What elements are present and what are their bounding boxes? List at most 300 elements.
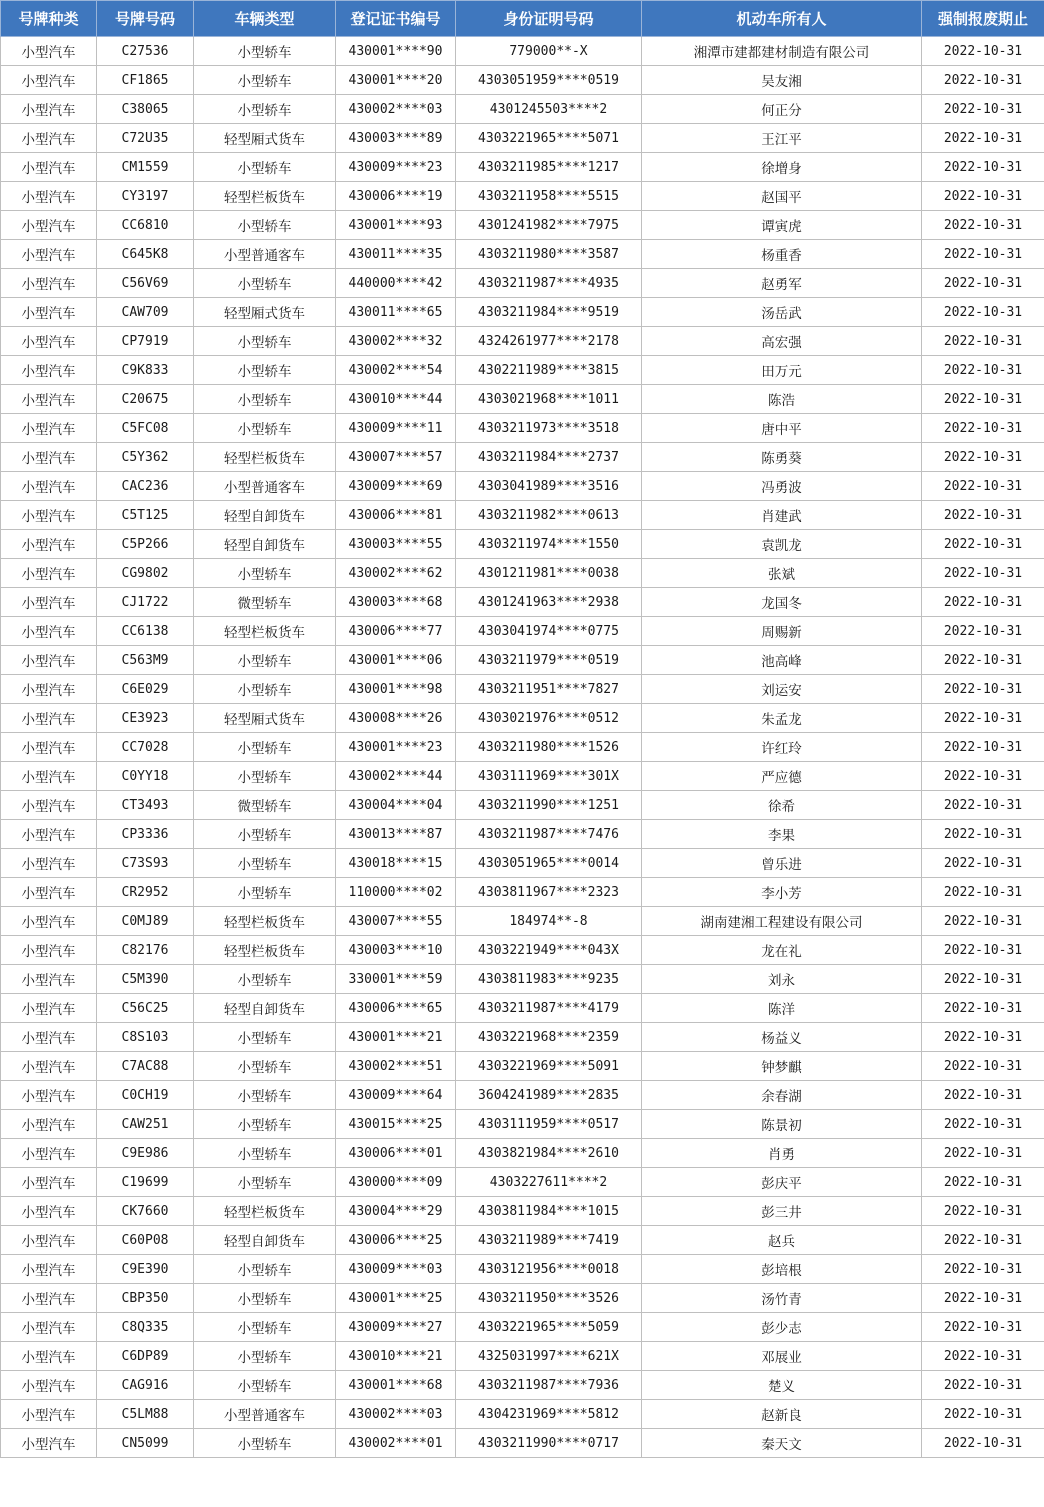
- id-number-cell: 4303211987****7936: [456, 1371, 642, 1400]
- registration-number-cell: 110000****02: [336, 878, 456, 907]
- scrap-deadline-cell: 2022-10-31: [922, 994, 1044, 1023]
- registration-number-cell: 430006****81: [336, 501, 456, 530]
- header-registration-number: 登记证书编号: [336, 1, 456, 37]
- plate-type-cell: 小型汽车: [1, 124, 97, 153]
- plate-type-cell: 小型汽车: [1, 1052, 97, 1081]
- registration-number-cell: 430004****29: [336, 1197, 456, 1226]
- owner-cell: 严应德: [642, 762, 922, 791]
- id-number-cell: 4303211951****7827: [456, 675, 642, 704]
- table-row: [1, 1023, 1044, 1052]
- registration-number-cell: 430003****55: [336, 530, 456, 559]
- plate-type-cell: 小型汽车: [1, 153, 97, 182]
- plate-type-cell: 小型汽车: [1, 1197, 97, 1226]
- vehicle-type-cell: 小型轿车: [194, 37, 336, 66]
- id-number-cell: 4303211982****0613: [456, 501, 642, 530]
- scrap-deadline-cell: 2022-10-31: [922, 704, 1044, 733]
- scrap-deadline-cell: 2022-10-31: [922, 1429, 1044, 1458]
- id-number-cell: 4303811967****2323: [456, 878, 642, 907]
- scrap-deadline-cell: 2022-10-31: [922, 414, 1044, 443]
- id-number-cell: 4303211979****0519: [456, 646, 642, 675]
- plate-number-cell: C6DP89: [97, 1342, 194, 1371]
- table-row: [1, 1139, 1044, 1168]
- owner-cell: 朱孟龙: [642, 704, 922, 733]
- vehicle-type-cell: 小型轿车: [194, 1429, 336, 1458]
- vehicle-type-cell: 轻型自卸货车: [194, 1226, 336, 1255]
- table-row: [1, 298, 1044, 327]
- registration-number-cell: 430009****11: [336, 414, 456, 443]
- scrap-deadline-cell: 2022-10-31: [922, 530, 1044, 559]
- id-number-cell: 4303211990****0717: [456, 1429, 642, 1458]
- table-row: [1, 37, 1044, 66]
- vehicle-type-cell: 小型轿车: [194, 733, 336, 762]
- plate-type-cell: 小型汽车: [1, 95, 97, 124]
- plate-number-cell: C5M390: [97, 965, 194, 994]
- vehicle-type-cell: 小型普通客车: [194, 240, 336, 269]
- scrap-deadline-cell: 2022-10-31: [922, 1400, 1044, 1429]
- plate-number-cell: CP3336: [97, 820, 194, 849]
- registration-number-cell: 430011****35: [336, 240, 456, 269]
- id-number-cell: 4303221969****5091: [456, 1052, 642, 1081]
- table-row: [1, 762, 1044, 791]
- scrap-deadline-cell: 2022-10-31: [922, 733, 1044, 762]
- table-row: [1, 182, 1044, 211]
- owner-cell: 池高峰: [642, 646, 922, 675]
- scrap-deadline-cell: 2022-10-31: [922, 559, 1044, 588]
- scrap-deadline-cell: 2022-10-31: [922, 1168, 1044, 1197]
- plate-type-cell: 小型汽车: [1, 385, 97, 414]
- vehicle-type-cell: 轻型栏板货车: [194, 907, 336, 936]
- plate-type-cell: 小型汽车: [1, 733, 97, 762]
- scrap-deadline-cell: 2022-10-31: [922, 37, 1044, 66]
- table-row: [1, 356, 1044, 385]
- table-row: [1, 1255, 1044, 1284]
- table-row: [1, 1081, 1044, 1110]
- owner-cell: 赵兵: [642, 1226, 922, 1255]
- plate-type-cell: 小型汽车: [1, 878, 97, 907]
- plate-number-cell: CN5099: [97, 1429, 194, 1458]
- plate-type-cell: 小型汽车: [1, 762, 97, 791]
- scrap-deadline-cell: 2022-10-31: [922, 501, 1044, 530]
- id-number-cell: 4303221965****5071: [456, 124, 642, 153]
- vehicle-type-cell: 小型轿车: [194, 1081, 336, 1110]
- id-number-cell: 4303211985****1217: [456, 153, 642, 182]
- vehicle-type-cell: 小型轿车: [194, 559, 336, 588]
- scrap-deadline-cell: 2022-10-31: [922, 965, 1044, 994]
- table-row: [1, 1284, 1044, 1313]
- vehicle-type-cell: 轻型栏板货车: [194, 617, 336, 646]
- registration-number-cell: 430006****65: [336, 994, 456, 1023]
- owner-cell: 赵新良: [642, 1400, 922, 1429]
- vehicle-type-cell: 小型轿车: [194, 1023, 336, 1052]
- scrap-deadline-cell: 2022-10-31: [922, 472, 1044, 501]
- id-number-cell: 4301241982****7975: [456, 211, 642, 240]
- owner-cell: 邓展业: [642, 1342, 922, 1371]
- vehicle-type-cell: 小型轿车: [194, 1342, 336, 1371]
- vehicle-type-cell: 小型轿车: [194, 1139, 336, 1168]
- id-number-cell: 4303227611****2: [456, 1168, 642, 1197]
- table-row: [1, 617, 1044, 646]
- plate-number-cell: CM1559: [97, 153, 194, 182]
- plate-type-cell: 小型汽车: [1, 617, 97, 646]
- owner-cell: 湖南建湘工程建设有限公司: [642, 907, 922, 936]
- registration-number-cell: 430002****32: [336, 327, 456, 356]
- id-number-cell: 4303021976****0512: [456, 704, 642, 733]
- id-number-cell: 4303211974****1550: [456, 530, 642, 559]
- owner-cell: 汤岳武: [642, 298, 922, 327]
- scrap-deadline-cell: 2022-10-31: [922, 124, 1044, 153]
- scrap-deadline-cell: 2022-10-31: [922, 820, 1044, 849]
- id-number-cell: 4302211989****3815: [456, 356, 642, 385]
- plate-type-cell: 小型汽车: [1, 66, 97, 95]
- registration-number-cell: 430002****44: [336, 762, 456, 791]
- plate-number-cell: C0MJ89: [97, 907, 194, 936]
- vehicle-type-cell: 轻型厢式货车: [194, 298, 336, 327]
- plate-type-cell: 小型汽车: [1, 501, 97, 530]
- scrap-deadline-cell: 2022-10-31: [922, 1081, 1044, 1110]
- plate-type-cell: 小型汽车: [1, 1139, 97, 1168]
- table-row: [1, 733, 1044, 762]
- scrap-deadline-cell: 2022-10-31: [922, 1110, 1044, 1139]
- registration-number-cell: 430006****77: [336, 617, 456, 646]
- plate-type-cell: 小型汽车: [1, 443, 97, 472]
- owner-cell: 彭三井: [642, 1197, 922, 1226]
- owner-cell: 高宏强: [642, 327, 922, 356]
- table-row: [1, 95, 1044, 124]
- registration-number-cell: 430002****03: [336, 95, 456, 124]
- table-row: [1, 791, 1044, 820]
- table-row: [1, 1226, 1044, 1255]
- registration-number-cell: 430001****21: [336, 1023, 456, 1052]
- scrap-deadline-cell: 2022-10-31: [922, 66, 1044, 95]
- scrap-deadline-cell: 2022-10-31: [922, 1139, 1044, 1168]
- owner-cell: 陈景初: [642, 1110, 922, 1139]
- registration-number-cell: 430001****25: [336, 1284, 456, 1313]
- scrap-deadline-cell: 2022-10-31: [922, 1197, 1044, 1226]
- scrap-deadline-cell: 2022-10-31: [922, 95, 1044, 124]
- header-plate-number: 号牌号码: [97, 1, 194, 37]
- plate-number-cell: C60P08: [97, 1226, 194, 1255]
- vehicle-type-cell: 小型轿车: [194, 327, 336, 356]
- plate-number-cell: CF1865: [97, 66, 194, 95]
- scrap-deadline-cell: 2022-10-31: [922, 849, 1044, 878]
- plate-number-cell: C27536: [97, 37, 194, 66]
- vehicle-type-cell: 小型轿车: [194, 269, 336, 298]
- table-row: [1, 1400, 1044, 1429]
- vehicle-type-cell: 小型轿车: [194, 1255, 336, 1284]
- vehicle-type-cell: 小型轿车: [194, 1110, 336, 1139]
- scrap-deadline-cell: 2022-10-31: [922, 211, 1044, 240]
- scrap-deadline-cell: 2022-10-31: [922, 298, 1044, 327]
- table-row: [1, 646, 1044, 675]
- id-number-cell: 4303211950****3526: [456, 1284, 642, 1313]
- table-row: [1, 472, 1044, 501]
- id-number-cell: 4303221949****043X: [456, 936, 642, 965]
- plate-number-cell: CAG916: [97, 1371, 194, 1400]
- table-row: [1, 820, 1044, 849]
- id-number-cell: 4304231969****5812: [456, 1400, 642, 1429]
- table-row: [1, 530, 1044, 559]
- id-number-cell: 4301241963****2938: [456, 588, 642, 617]
- plate-number-cell: CC6138: [97, 617, 194, 646]
- owner-cell: 徐增身: [642, 153, 922, 182]
- plate-type-cell: 小型汽车: [1, 704, 97, 733]
- scrap-deadline-cell: 2022-10-31: [922, 762, 1044, 791]
- plate-type-cell: 小型汽车: [1, 1429, 97, 1458]
- owner-cell: 王江平: [642, 124, 922, 153]
- vehicle-type-cell: 小型轿车: [194, 820, 336, 849]
- id-number-cell: 4303211987****4179: [456, 994, 642, 1023]
- owner-cell: 陈浩: [642, 385, 922, 414]
- plate-type-cell: 小型汽车: [1, 791, 97, 820]
- owner-cell: 余春湖: [642, 1081, 922, 1110]
- table-row: [1, 1342, 1044, 1371]
- plate-type-cell: 小型汽车: [1, 298, 97, 327]
- table-row: [1, 211, 1044, 240]
- vehicle-type-cell: 微型轿车: [194, 588, 336, 617]
- vehicle-type-cell: 小型轿车: [194, 1052, 336, 1081]
- vehicle-type-cell: 轻型厢式货车: [194, 124, 336, 153]
- owner-cell: 赵国平: [642, 182, 922, 211]
- owner-cell: 彭庆平: [642, 1168, 922, 1197]
- header-plate-type: 号牌种类: [1, 1, 97, 37]
- scrap-deadline-cell: 2022-10-31: [922, 443, 1044, 472]
- plate-number-cell: C6E029: [97, 675, 194, 704]
- id-number-cell: 4303211987****7476: [456, 820, 642, 849]
- plate-type-cell: 小型汽车: [1, 211, 97, 240]
- owner-cell: 刘运安: [642, 675, 922, 704]
- plate-number-cell: CAC236: [97, 472, 194, 501]
- table-row: [1, 1052, 1044, 1081]
- header-vehicle-type: 车辆类型: [194, 1, 336, 37]
- id-number-cell: 3604241989****2835: [456, 1081, 642, 1110]
- id-number-cell: 4303211990****1251: [456, 791, 642, 820]
- owner-cell: 龙在礼: [642, 936, 922, 965]
- vehicle-type-cell: 小型轿车: [194, 878, 336, 907]
- owner-cell: 陈勇葵: [642, 443, 922, 472]
- plate-number-cell: CAW251: [97, 1110, 194, 1139]
- table-row: [1, 153, 1044, 182]
- owner-cell: 赵勇军: [642, 269, 922, 298]
- vehicle-type-cell: 小型轿车: [194, 66, 336, 95]
- owner-cell: 吴友湘: [642, 66, 922, 95]
- plate-number-cell: CG9802: [97, 559, 194, 588]
- scrap-deadline-cell: 2022-10-31: [922, 1023, 1044, 1052]
- registration-number-cell: 430018****15: [336, 849, 456, 878]
- owner-cell: 张斌: [642, 559, 922, 588]
- registration-number-cell: 430010****44: [336, 385, 456, 414]
- scrap-deadline-cell: 2022-10-31: [922, 1052, 1044, 1081]
- registration-number-cell: 430003****10: [336, 936, 456, 965]
- plate-type-cell: 小型汽车: [1, 269, 97, 298]
- scrap-deadline-cell: 2022-10-31: [922, 385, 1044, 414]
- table-row: [1, 588, 1044, 617]
- owner-cell: 秦天文: [642, 1429, 922, 1458]
- owner-cell: 肖建武: [642, 501, 922, 530]
- registration-number-cell: 430001****06: [336, 646, 456, 675]
- owner-cell: 杨益义: [642, 1023, 922, 1052]
- vehicle-type-cell: 小型轿车: [194, 762, 336, 791]
- plate-number-cell: C645K8: [97, 240, 194, 269]
- plate-number-cell: CC6810: [97, 211, 194, 240]
- registration-number-cell: 430009****03: [336, 1255, 456, 1284]
- table-row: [1, 124, 1044, 153]
- vehicle-type-cell: 轻型栏板货车: [194, 182, 336, 211]
- header-row: [1, 1, 1044, 37]
- table-row: [1, 1168, 1044, 1197]
- scrap-deadline-cell: 2022-10-31: [922, 1313, 1044, 1342]
- plate-number-cell: C5P266: [97, 530, 194, 559]
- scrap-deadline-cell: 2022-10-31: [922, 791, 1044, 820]
- id-number-cell: 4303041989****3516: [456, 472, 642, 501]
- plate-type-cell: 小型汽车: [1, 1255, 97, 1284]
- owner-cell: 李果: [642, 820, 922, 849]
- id-number-cell: 4303211980****3587: [456, 240, 642, 269]
- plate-type-cell: 小型汽车: [1, 530, 97, 559]
- plate-number-cell: CY3197: [97, 182, 194, 211]
- plate-number-cell: CJ1722: [97, 588, 194, 617]
- id-number-cell: 4303211980****1526: [456, 733, 642, 762]
- plate-number-cell: C0YY18: [97, 762, 194, 791]
- id-number-cell: 4303111959****0517: [456, 1110, 642, 1139]
- registration-number-cell: 430009****27: [336, 1313, 456, 1342]
- plate-number-cell: C73S93: [97, 849, 194, 878]
- owner-cell: 湘潭市建都建材制造有限公司: [642, 37, 922, 66]
- table-row: [1, 1371, 1044, 1400]
- plate-type-cell: 小型汽车: [1, 472, 97, 501]
- plate-number-cell: CC7028: [97, 733, 194, 762]
- owner-cell: 袁凯龙: [642, 530, 922, 559]
- vehicle-type-cell: 小型轿车: [194, 356, 336, 385]
- vehicle-type-cell: 小型轿车: [194, 385, 336, 414]
- id-number-cell: 4324261977****2178: [456, 327, 642, 356]
- table-row: [1, 965, 1044, 994]
- plate-type-cell: 小型汽车: [1, 182, 97, 211]
- table-row: [1, 878, 1044, 907]
- id-number-cell: 4301245503****2: [456, 95, 642, 124]
- scrap-deadline-cell: 2022-10-31: [922, 936, 1044, 965]
- registration-number-cell: 430001****98: [336, 675, 456, 704]
- owner-cell: 龙国冬: [642, 588, 922, 617]
- table-row: [1, 66, 1044, 95]
- registration-number-cell: 430001****23: [336, 733, 456, 762]
- registration-number-cell: 430002****03: [336, 1400, 456, 1429]
- owner-cell: 楚义: [642, 1371, 922, 1400]
- plate-number-cell: C56C25: [97, 994, 194, 1023]
- table-row: [1, 501, 1044, 530]
- plate-number-cell: CR2952: [97, 878, 194, 907]
- vehicle-type-cell: 小型轿车: [194, 849, 336, 878]
- vehicle-type-cell: 小型普通客车: [194, 472, 336, 501]
- vehicle-type-cell: 小型轿车: [194, 1313, 336, 1342]
- registration-number-cell: 430004****04: [336, 791, 456, 820]
- table-row: [1, 414, 1044, 443]
- plate-type-cell: 小型汽车: [1, 588, 97, 617]
- table-row: [1, 936, 1044, 965]
- table-header: [1, 1, 1044, 37]
- registration-number-cell: 330001****59: [336, 965, 456, 994]
- plate-number-cell: CP7919: [97, 327, 194, 356]
- registration-number-cell: 430007****57: [336, 443, 456, 472]
- plate-type-cell: 小型汽车: [1, 820, 97, 849]
- id-number-cell: 4325031997****621X: [456, 1342, 642, 1371]
- registration-number-cell: 430001****93: [336, 211, 456, 240]
- owner-cell: 徐希: [642, 791, 922, 820]
- scrap-deadline-cell: 2022-10-31: [922, 1342, 1044, 1371]
- id-number-cell: 4303051965****0014: [456, 849, 642, 878]
- scrap-deadline-cell: 2022-10-31: [922, 1226, 1044, 1255]
- owner-cell: 曾乐进: [642, 849, 922, 878]
- plate-number-cell: C5FC08: [97, 414, 194, 443]
- plate-type-cell: 小型汽车: [1, 1342, 97, 1371]
- plate-type-cell: 小型汽车: [1, 1168, 97, 1197]
- header-owner: 机动车所有人: [642, 1, 922, 37]
- vehicle-type-cell: 小型普通客车: [194, 1400, 336, 1429]
- id-number-cell: 4303821984****2610: [456, 1139, 642, 1168]
- plate-number-cell: C8Q335: [97, 1313, 194, 1342]
- owner-cell: 冯勇波: [642, 472, 922, 501]
- id-number-cell: 4303121956****0018: [456, 1255, 642, 1284]
- plate-number-cell: C0CH19: [97, 1081, 194, 1110]
- plate-type-cell: 小型汽车: [1, 675, 97, 704]
- id-number-cell: 4303111969****301X: [456, 762, 642, 791]
- registration-number-cell: 430003****89: [336, 124, 456, 153]
- vehicle-type-cell: 轻型栏板货车: [194, 936, 336, 965]
- vehicle-type-cell: 小型轿车: [194, 1371, 336, 1400]
- plate-number-cell: C20675: [97, 385, 194, 414]
- owner-cell: 彭少志: [642, 1313, 922, 1342]
- scrap-deadline-cell: 2022-10-31: [922, 588, 1044, 617]
- id-number-cell: 4303041974****0775: [456, 617, 642, 646]
- plate-type-cell: 小型汽车: [1, 907, 97, 936]
- plate-number-cell: C56V69: [97, 269, 194, 298]
- scrap-deadline-cell: 2022-10-31: [922, 269, 1044, 298]
- registration-number-cell: 430002****01: [336, 1429, 456, 1458]
- scrap-deadline-cell: 2022-10-31: [922, 617, 1044, 646]
- registration-number-cell: 430002****51: [336, 1052, 456, 1081]
- id-number-cell: 4303211984****2737: [456, 443, 642, 472]
- plate-number-cell: C72U35: [97, 124, 194, 153]
- id-number-cell: 4303221968****2359: [456, 1023, 642, 1052]
- plate-type-cell: 小型汽车: [1, 1400, 97, 1429]
- registration-number-cell: 430011****65: [336, 298, 456, 327]
- vehicle-type-cell: 小型轿车: [194, 153, 336, 182]
- plate-number-cell: C563M9: [97, 646, 194, 675]
- vehicle-type-cell: 轻型自卸货车: [194, 530, 336, 559]
- registration-number-cell: 440000****42: [336, 269, 456, 298]
- vehicle-type-cell: 轻型厢式货车: [194, 704, 336, 733]
- plate-type-cell: 小型汽车: [1, 1110, 97, 1139]
- plate-number-cell: C5T125: [97, 501, 194, 530]
- id-number-cell: 4303021968****1011: [456, 385, 642, 414]
- id-number-cell: 4303211989****7419: [456, 1226, 642, 1255]
- plate-number-cell: C7AC88: [97, 1052, 194, 1081]
- scrap-deadline-cell: 2022-10-31: [922, 675, 1044, 704]
- registration-number-cell: 430006****01: [336, 1139, 456, 1168]
- vehicle-type-cell: 小型轿车: [194, 95, 336, 124]
- vehicle-type-cell: 小型轿车: [194, 1284, 336, 1313]
- registration-number-cell: 430001****20: [336, 66, 456, 95]
- plate-number-cell: C9E986: [97, 1139, 194, 1168]
- owner-cell: 何正分: [642, 95, 922, 124]
- vehicle-type-cell: 小型轿车: [194, 965, 336, 994]
- table-row: [1, 385, 1044, 414]
- scrap-deadline-cell: 2022-10-31: [922, 907, 1044, 936]
- plate-type-cell: 小型汽车: [1, 994, 97, 1023]
- scrap-deadline-cell: 2022-10-31: [922, 1371, 1044, 1400]
- registration-number-cell: 430003****68: [336, 588, 456, 617]
- vehicle-type-cell: 轻型栏板货车: [194, 443, 336, 472]
- id-number-cell: 779000**-X: [456, 37, 642, 66]
